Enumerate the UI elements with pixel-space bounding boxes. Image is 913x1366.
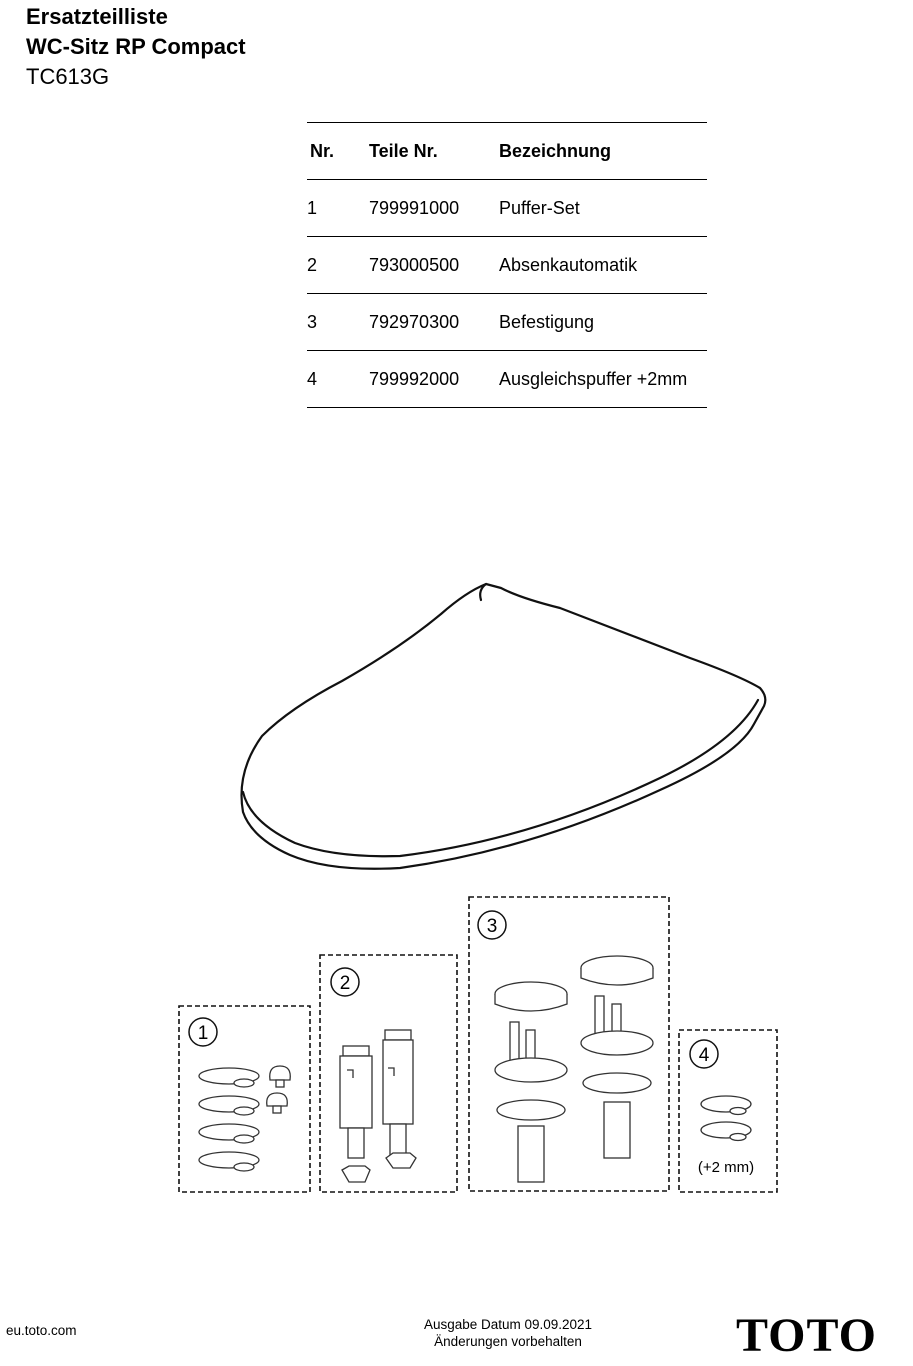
part-number-3: 3 (486, 916, 498, 937)
title-line-1: Ersatzteilliste (26, 4, 168, 29)
cell-teile-nr: 793000500 (369, 237, 499, 294)
footer-notes (380, 1316, 636, 1350)
footer-notice: Änderungen vorbehalten (434, 1334, 582, 1349)
cell-nr: 2 (307, 237, 369, 294)
part-number-2: 2 (339, 973, 351, 994)
cell-bezeichnung: Befestigung (499, 294, 707, 351)
title-line-2: WC-Sitz RP Compact (26, 34, 246, 59)
column-header-bezeichnung: Bezeichnung (499, 123, 707, 180)
part-number-1: 1 (197, 1023, 209, 1044)
cell-bezeichnung: Absenkautomatik (499, 237, 707, 294)
column-header-nr: Nr. (307, 123, 369, 180)
footer-date: Ausgabe Datum 09.09.2021 (423, 1317, 593, 1332)
toilet-seat-illustration (242, 584, 766, 869)
cell-teile-nr: 799991000 (369, 180, 499, 237)
cell-nr: 1 (307, 180, 369, 237)
part-number-4: 4 (698, 1045, 710, 1066)
toto-logo: TOTO (736, 1309, 877, 1362)
cell-bezeichnung: Puffer-Set (499, 180, 707, 237)
part-group-3 (469, 897, 669, 1191)
cell-teile-nr: 799992000 (369, 351, 499, 408)
title-line-3: TC613G (26, 64, 110, 89)
column-header-teile-nr: Teile Nr. (369, 123, 499, 180)
cell-nr: 3 (307, 294, 369, 351)
cell-bezeichnung: Ausgleichspuffer +2mm (499, 351, 707, 408)
cell-teile-nr: 792970300 (369, 294, 499, 351)
cell-nr: 4 (307, 351, 369, 408)
part-4-note: (+2 mm) (697, 1159, 755, 1176)
footer-website: eu.toto.com (6, 1323, 77, 1338)
